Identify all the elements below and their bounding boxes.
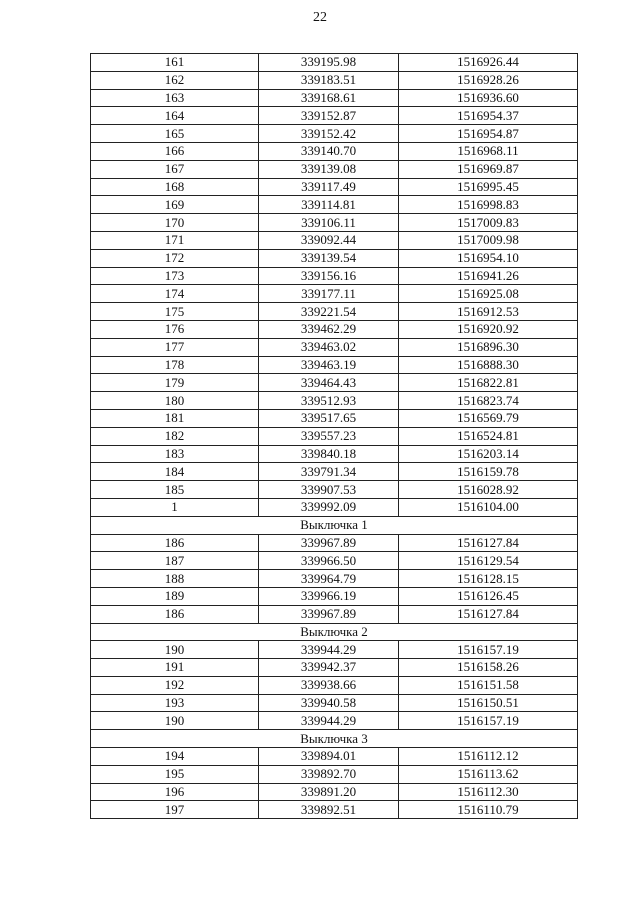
x-coordinate-cell: 339517.65	[259, 409, 399, 427]
x-coordinate-cell: 339840.18	[259, 445, 399, 463]
table-row	[91, 196, 578, 214]
point-number-cell: 196	[91, 783, 259, 801]
section-title: Выключка 1	[91, 516, 578, 534]
table-row	[91, 552, 578, 570]
point-number-cell: 176	[91, 320, 259, 338]
x-coordinate-cell: 339938.66	[259, 676, 399, 694]
table-row	[91, 89, 578, 107]
x-coordinate-cell: 339139.54	[259, 249, 399, 267]
point-number-cell: 162	[91, 71, 259, 89]
x-coordinate-cell: 339557.23	[259, 427, 399, 445]
point-number-cell: 185	[91, 481, 259, 499]
point-number-cell: 186	[91, 534, 259, 552]
y-coordinate-cell: 1516926.44	[399, 54, 578, 72]
section-header-row	[91, 516, 578, 534]
section-header-row	[91, 623, 578, 641]
y-coordinate-cell: 1516127.84	[399, 605, 578, 623]
table-row	[91, 374, 578, 392]
x-coordinate-cell: 339117.49	[259, 178, 399, 196]
y-coordinate-cell: 1516936.60	[399, 89, 578, 107]
section-title: Выключка 3	[91, 730, 578, 748]
point-number-cell: 190	[91, 712, 259, 730]
point-number-cell: 194	[91, 748, 259, 766]
point-number-cell: 188	[91, 570, 259, 588]
table-row	[91, 285, 578, 303]
y-coordinate-cell: 1516954.10	[399, 249, 578, 267]
point-number-cell: 190	[91, 641, 259, 659]
x-coordinate-cell: 339463.02	[259, 338, 399, 356]
y-coordinate-cell: 1516126.45	[399, 587, 578, 605]
y-coordinate-cell: 1516203.14	[399, 445, 578, 463]
table-row	[91, 534, 578, 552]
y-coordinate-cell: 1516129.54	[399, 552, 578, 570]
x-coordinate-cell: 339152.42	[259, 125, 399, 143]
x-coordinate-cell: 339106.11	[259, 214, 399, 232]
table-row	[91, 748, 578, 766]
table-row	[91, 445, 578, 463]
x-coordinate-cell: 339463.19	[259, 356, 399, 374]
point-number-cell: 169	[91, 196, 259, 214]
x-coordinate-cell: 339940.58	[259, 694, 399, 712]
x-coordinate-cell: 339195.98	[259, 54, 399, 72]
table-row	[91, 694, 578, 712]
table-row	[91, 712, 578, 730]
table-row	[91, 392, 578, 410]
y-coordinate-cell: 1516896.30	[399, 338, 578, 356]
x-coordinate-cell: 339892.70	[259, 765, 399, 783]
table-row	[91, 214, 578, 232]
y-coordinate-cell: 1516968.11	[399, 142, 578, 160]
table-row	[91, 231, 578, 249]
table-row	[91, 641, 578, 659]
point-number-cell: 174	[91, 285, 259, 303]
point-number-cell: 182	[91, 427, 259, 445]
point-number-cell: 181	[91, 409, 259, 427]
table-row	[91, 249, 578, 267]
y-coordinate-cell: 1516524.81	[399, 427, 578, 445]
y-coordinate-cell: 1516151.58	[399, 676, 578, 694]
x-coordinate-cell: 339892.51	[259, 801, 399, 819]
x-coordinate-cell: 339894.01	[259, 748, 399, 766]
point-number-cell: 165	[91, 125, 259, 143]
x-coordinate-cell: 339992.09	[259, 498, 399, 516]
point-number-cell: 166	[91, 142, 259, 160]
y-coordinate-cell: 1516127.84	[399, 534, 578, 552]
page-number: 22	[313, 10, 327, 25]
point-number-cell: 184	[91, 463, 259, 481]
x-coordinate-cell: 339139.08	[259, 160, 399, 178]
table-row	[91, 409, 578, 427]
point-number-cell: 172	[91, 249, 259, 267]
y-coordinate-cell: 1516954.87	[399, 125, 578, 143]
point-number-cell: 164	[91, 107, 259, 125]
table-row	[91, 303, 578, 321]
x-coordinate-cell: 339221.54	[259, 303, 399, 321]
point-number-cell: 189	[91, 587, 259, 605]
point-number-cell: 191	[91, 659, 259, 677]
table-row	[91, 338, 578, 356]
table-row	[91, 142, 578, 160]
point-number-cell: 180	[91, 392, 259, 410]
table-row	[91, 498, 578, 516]
point-number-cell: 175	[91, 303, 259, 321]
table-row	[91, 427, 578, 445]
y-coordinate-cell: 1516920.92	[399, 320, 578, 338]
point-number-cell: 197	[91, 801, 259, 819]
y-coordinate-cell: 1516104.00	[399, 498, 578, 516]
x-coordinate-cell: 339092.44	[259, 231, 399, 249]
y-coordinate-cell: 1516569.79	[399, 409, 578, 427]
y-coordinate-cell: 1516969.87	[399, 160, 578, 178]
y-coordinate-cell: 1516823.74	[399, 392, 578, 410]
y-coordinate-cell: 1516157.19	[399, 712, 578, 730]
point-number-cell: 170	[91, 214, 259, 232]
table-row	[91, 676, 578, 694]
point-number-cell: 183	[91, 445, 259, 463]
x-coordinate-cell: 339177.11	[259, 285, 399, 303]
y-coordinate-cell: 1516112.12	[399, 748, 578, 766]
x-coordinate-cell: 339114.81	[259, 196, 399, 214]
point-number-cell: 177	[91, 338, 259, 356]
point-number-cell: 187	[91, 552, 259, 570]
y-coordinate-cell: 1516128.15	[399, 570, 578, 588]
x-coordinate-cell: 339942.37	[259, 659, 399, 677]
y-coordinate-cell: 1516158.26	[399, 659, 578, 677]
point-number-cell: 186	[91, 605, 259, 623]
y-coordinate-cell: 1517009.98	[399, 231, 578, 249]
table-row	[91, 570, 578, 588]
y-coordinate-cell: 1516925.08	[399, 285, 578, 303]
x-coordinate-cell: 339140.70	[259, 142, 399, 160]
point-number-cell: 178	[91, 356, 259, 374]
x-coordinate-cell: 339944.29	[259, 712, 399, 730]
y-coordinate-cell: 1516912.53	[399, 303, 578, 321]
y-coordinate-cell: 1516110.79	[399, 801, 578, 819]
section-title: Выключка 2	[91, 623, 578, 641]
point-number-cell: 192	[91, 676, 259, 694]
table-row	[91, 659, 578, 677]
y-coordinate-cell: 1516995.45	[399, 178, 578, 196]
y-coordinate-cell: 1516941.26	[399, 267, 578, 285]
point-number-cell: 171	[91, 231, 259, 249]
coordinates-table	[90, 53, 578, 819]
x-coordinate-cell: 339966.19	[259, 587, 399, 605]
coordinates-table-body	[91, 54, 578, 819]
point-number-cell: 179	[91, 374, 259, 392]
y-coordinate-cell: 1516888.30	[399, 356, 578, 374]
y-coordinate-cell: 1516112.30	[399, 783, 578, 801]
x-coordinate-cell: 339967.89	[259, 605, 399, 623]
section-header-row	[91, 730, 578, 748]
table-row	[91, 178, 578, 196]
table-row	[91, 605, 578, 623]
x-coordinate-cell: 339462.29	[259, 320, 399, 338]
y-coordinate-cell: 1516998.83	[399, 196, 578, 214]
table-row	[91, 125, 578, 143]
y-coordinate-cell: 1516822.81	[399, 374, 578, 392]
x-coordinate-cell: 339967.89	[259, 534, 399, 552]
x-coordinate-cell: 339907.53	[259, 481, 399, 499]
y-coordinate-cell: 1516113.62	[399, 765, 578, 783]
table-row	[91, 463, 578, 481]
table-row	[91, 587, 578, 605]
x-coordinate-cell: 339512.93	[259, 392, 399, 410]
y-coordinate-cell: 1516954.37	[399, 107, 578, 125]
table-row	[91, 160, 578, 178]
table-row	[91, 320, 578, 338]
y-coordinate-cell: 1516028.92	[399, 481, 578, 499]
x-coordinate-cell: 339966.50	[259, 552, 399, 570]
x-coordinate-cell: 339964.79	[259, 570, 399, 588]
point-number-cell: 193	[91, 694, 259, 712]
x-coordinate-cell: 339183.51	[259, 71, 399, 89]
point-number-cell: 161	[91, 54, 259, 72]
x-coordinate-cell: 339791.34	[259, 463, 399, 481]
x-coordinate-cell: 339944.29	[259, 641, 399, 659]
point-number-cell: 168	[91, 178, 259, 196]
table-row	[91, 71, 578, 89]
y-coordinate-cell: 1516150.51	[399, 694, 578, 712]
table-row	[91, 765, 578, 783]
point-number-cell: 1	[91, 498, 259, 516]
point-number-cell: 195	[91, 765, 259, 783]
x-coordinate-cell: 339168.61	[259, 89, 399, 107]
y-coordinate-cell: 1516159.78	[399, 463, 578, 481]
x-coordinate-cell: 339152.87	[259, 107, 399, 125]
y-coordinate-cell: 1516928.26	[399, 71, 578, 89]
point-number-cell: 173	[91, 267, 259, 285]
y-coordinate-cell: 1517009.83	[399, 214, 578, 232]
table-row	[91, 356, 578, 374]
point-number-cell: 167	[91, 160, 259, 178]
x-coordinate-cell: 339464.43	[259, 374, 399, 392]
y-coordinate-cell: 1516157.19	[399, 641, 578, 659]
table-row	[91, 54, 578, 72]
table-row	[91, 267, 578, 285]
table-row	[91, 801, 578, 819]
table-row	[91, 107, 578, 125]
table-row	[91, 481, 578, 499]
table-row	[91, 783, 578, 801]
x-coordinate-cell: 339156.16	[259, 267, 399, 285]
point-number-cell: 163	[91, 89, 259, 107]
x-coordinate-cell: 339891.20	[259, 783, 399, 801]
